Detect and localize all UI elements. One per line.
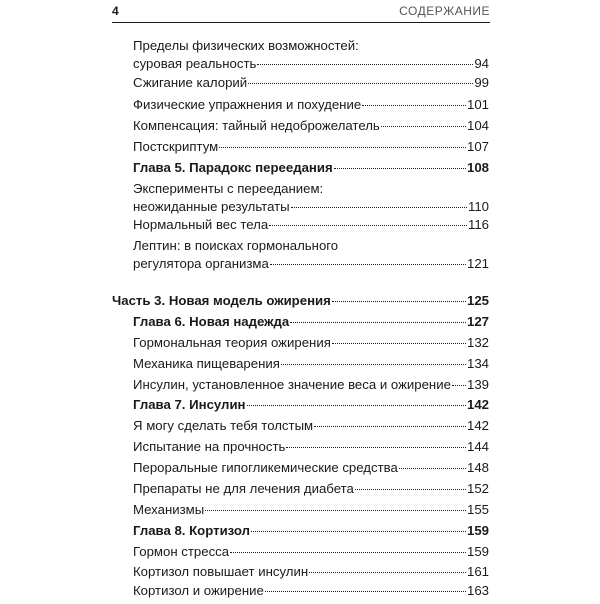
toc-entry-page: 148 — [466, 460, 489, 475]
toc-entry — [133, 96, 489, 118]
toc-entry-page: 104 — [466, 118, 489, 133]
toc-entry-page: 134 — [466, 356, 489, 371]
dot-leader — [362, 105, 466, 106]
toc-entry-title: Инсулин, установленное значение веса и ожирение — [133, 377, 451, 392]
toc-entry-title: Сжигание калорий — [133, 75, 248, 90]
page-number: 4 — [112, 4, 119, 18]
dot-leader — [205, 510, 466, 511]
toc-entry-page: 125 — [466, 293, 489, 308]
toc-entry — [133, 138, 489, 160]
toc-entry-page: 94 — [474, 56, 489, 71]
toc-entry-page: 142 — [466, 397, 489, 412]
toc-chapter-entry — [133, 313, 489, 335]
toc-entry-page: 121 — [466, 256, 489, 271]
toc-entry-page: 116 — [467, 217, 489, 232]
toc-entry-title: Испытание на прочность — [133, 439, 286, 454]
toc-entry — [133, 376, 489, 398]
toc-entry-title: Постскриптум — [133, 139, 219, 154]
toc-entry-title: Гормональная теория ожирения — [133, 335, 331, 350]
toc-entry — [133, 582, 489, 604]
toc-entry-title: Пероральные гипогликемические средства — [133, 460, 398, 475]
toc-entry-page: 132 — [466, 335, 489, 350]
toc-entry — [133, 480, 489, 502]
toc-entry-title-line1: Эксперименты с перееданием: — [133, 181, 324, 196]
toc-entry-page: 139 — [466, 377, 489, 392]
toc-entry-page: 159 — [466, 544, 489, 559]
toc-entry-title: суровая реальность — [133, 56, 257, 71]
toc-entry — [133, 543, 489, 565]
toc-entry-page: 127 — [466, 314, 489, 329]
toc-entry-page: 155 — [466, 502, 489, 517]
toc-entry — [133, 334, 489, 356]
toc-entry-title: Гормон стресса — [133, 544, 230, 559]
toc-entry-title: Я могу сделать тебя толстым — [133, 418, 314, 433]
toc-entry-page: 101 — [466, 97, 489, 112]
running-head: СОДЕРЖАНИЕ — [399, 4, 490, 18]
toc-entry-title: Физические упражнения и похудение — [133, 97, 362, 112]
toc-entry — [133, 438, 489, 460]
toc-entry-title: Препараты не для лечения диабета — [133, 481, 354, 496]
dot-leader — [257, 64, 473, 65]
toc-entry-title: Нормальный вес тела — [133, 217, 269, 232]
dot-leader — [355, 489, 466, 490]
toc-entry-page: 144 — [466, 439, 489, 454]
toc-entry-page: 108 — [466, 160, 489, 175]
dot-leader — [265, 591, 466, 592]
toc-chapter-entry — [133, 159, 489, 181]
toc-entry-title: Глава 7. Инсулин — [133, 397, 246, 412]
dot-leader — [381, 126, 466, 127]
dot-leader — [334, 168, 466, 169]
toc-entry-title: Часть 3. Новая модель ожирения — [112, 293, 331, 308]
toc-entry-page: 152 — [466, 481, 489, 496]
dot-leader — [219, 147, 466, 148]
toc-entry-title: неожиданные результаты — [133, 199, 290, 214]
toc-part-entry — [112, 292, 489, 314]
toc-entry-page: 99 — [474, 75, 489, 90]
toc-chapter-entry — [133, 396, 489, 418]
toc-entry — [133, 237, 489, 275]
toc-entry-title-line1: Лептин: в поисках гормонального — [133, 238, 339, 253]
toc-chapter-entry — [133, 522, 489, 544]
dot-leader — [270, 264, 466, 265]
dot-leader — [452, 385, 466, 386]
toc-entry-page: 159 — [466, 523, 489, 538]
dot-leader — [309, 572, 466, 573]
dot-leader — [269, 225, 467, 226]
toc-entry-title: Кортизол повышает инсулин — [133, 564, 309, 579]
toc-entry-title: Механика пищеварения — [133, 356, 280, 371]
toc-entry — [133, 459, 489, 481]
toc-entry-page: 107 — [466, 139, 489, 154]
toc-entry-page: 163 — [466, 583, 489, 598]
toc-entry-title: Глава 5. Парадокс переедания — [133, 160, 333, 175]
toc-entry-title: Глава 6. Новая надежда — [133, 314, 290, 329]
toc-entry-title: Механизмы — [133, 502, 205, 517]
dot-leader — [251, 531, 466, 532]
toc-entry-title-line1: Пределы физических возможностей: — [133, 38, 359, 53]
dot-leader — [332, 301, 466, 302]
dot-leader — [399, 468, 466, 469]
toc-entry-page: 142 — [466, 418, 489, 433]
toc-entry-title: Глава 8. Кортизол — [133, 523, 251, 538]
toc-entry — [133, 216, 489, 238]
dot-leader — [248, 83, 473, 84]
toc-entry — [133, 74, 489, 96]
toc-entry-page: 161 — [466, 564, 489, 579]
dot-leader — [290, 322, 466, 323]
toc-entry-title: регулятора организма — [133, 256, 269, 271]
toc-entry-page: 110 — [467, 199, 489, 214]
toc-entry — [133, 501, 489, 523]
dot-leader — [332, 343, 466, 344]
dot-leader — [314, 426, 466, 427]
toc-entry — [133, 180, 489, 218]
toc-entry — [133, 355, 489, 377]
dot-leader — [286, 447, 466, 448]
dot-leader — [281, 364, 466, 365]
toc-entry — [133, 417, 489, 439]
dot-leader — [291, 207, 467, 208]
toc-entry — [133, 37, 489, 75]
dot-leader — [247, 405, 466, 406]
dot-leader — [230, 552, 466, 553]
toc-entry-title: Компенсация: тайный недоброжелатель — [133, 118, 380, 133]
toc-entry — [133, 117, 489, 139]
toc-entry-title: Кортизол и ожирение — [133, 583, 264, 598]
